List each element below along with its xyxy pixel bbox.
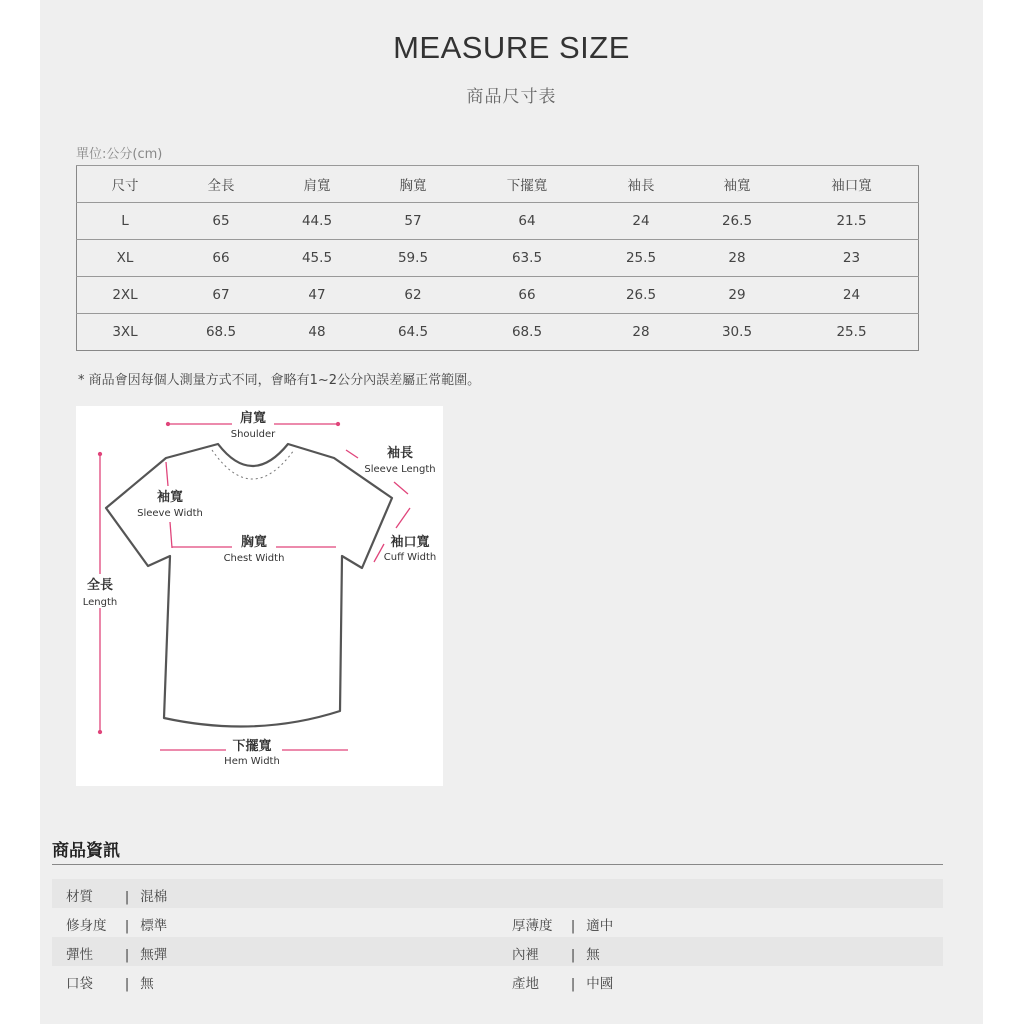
info-label: 厚薄度	[512, 918, 553, 934]
table-cell: 26.5	[689, 203, 785, 240]
table-cell: 28	[593, 314, 689, 351]
sleeve-width-arrow-top	[166, 462, 168, 486]
info-separator: |	[570, 976, 576, 992]
table-cell: 24	[785, 277, 919, 314]
column-header: 袖口寬	[785, 166, 919, 203]
table-cell: 25.5	[593, 240, 689, 277]
info-value: 無彈	[140, 947, 168, 963]
info-label: 材質	[66, 889, 93, 905]
info-label: 修身度	[66, 918, 107, 934]
info-value: 無	[140, 976, 154, 992]
table-cell: 62	[365, 277, 461, 314]
info-value: 適中	[586, 918, 614, 934]
info-item	[66, 914, 167, 934]
table-row	[77, 314, 919, 351]
size-table	[76, 165, 919, 351]
cuff-arrow-bottom	[374, 544, 384, 562]
table-cell: 44.5	[269, 203, 365, 240]
info-separator: |	[124, 976, 130, 992]
length-arrow-end	[99, 453, 102, 456]
info-label: 口袋	[66, 976, 93, 992]
table-header-row	[77, 166, 919, 203]
chest-width-label-en: Chest Width	[223, 553, 285, 564]
info-row	[52, 879, 943, 908]
cuff-width-label-en: Cuff Width	[383, 552, 437, 563]
column-header: 肩寬	[269, 166, 365, 203]
column-header: 下擺寬	[461, 166, 593, 203]
table-cell: 26.5	[593, 277, 689, 314]
table-cell: 2XL	[77, 277, 174, 314]
info-label: 彈性	[66, 947, 93, 963]
hem-width-label-zh: 下擺寬	[232, 739, 272, 754]
sleeve-length-arrow-top	[346, 450, 358, 458]
cuff-arrow-top	[396, 508, 410, 528]
info-item	[512, 972, 613, 992]
size-chart-panel	[40, 0, 983, 1024]
info-item	[66, 885, 167, 905]
table-cell: L	[77, 203, 174, 240]
table-cell: 21.5	[785, 203, 919, 240]
product-info-list	[52, 879, 943, 995]
column-header: 胸寬	[365, 166, 461, 203]
info-item	[512, 943, 600, 963]
sleeve-width-label-en: Sleeve Width	[137, 508, 203, 519]
info-row	[52, 937, 943, 966]
table-row	[77, 277, 919, 314]
table-cell: 66	[173, 240, 269, 277]
sleeve-length-arrow-bottom	[394, 482, 408, 494]
table-cell: 59.5	[365, 240, 461, 277]
info-value: 無	[586, 947, 600, 963]
info-label: 內裡	[512, 947, 539, 963]
product-info-divider	[52, 864, 943, 865]
tshirt-diagram-svg	[76, 406, 443, 786]
info-label: 產地	[512, 976, 539, 992]
measurement-note: * 商品會因每個人測量方式不同，會略有1~2公分內誤差屬正常範圍。	[78, 373, 481, 388]
cuff-width-label-zh: 袖口寬	[390, 535, 430, 550]
column-header: 袖寬	[689, 166, 785, 203]
table-cell: 28	[689, 240, 785, 277]
table-cell: 30.5	[689, 314, 785, 351]
table-cell: 23	[785, 240, 919, 277]
table-row	[77, 240, 919, 277]
chest-width-label-zh: 胸寬	[240, 535, 268, 550]
table-cell: 67	[173, 277, 269, 314]
sleeve-length-label-en: Sleeve Length	[364, 464, 436, 475]
table-cell: 68.5	[461, 314, 593, 351]
table-cell: 29	[689, 277, 785, 314]
column-header: 袖長	[593, 166, 689, 203]
info-value: 中國	[586, 976, 614, 992]
info-row	[52, 908, 943, 937]
info-row	[52, 966, 943, 995]
info-separator: |	[124, 918, 130, 934]
table-cell: 25.5	[785, 314, 919, 351]
page-title: MEASURE SIZE	[393, 30, 630, 65]
info-separator: |	[570, 918, 576, 934]
length-label-zh: 全長	[86, 578, 114, 593]
info-separator: |	[124, 889, 130, 905]
table-cell: 66	[461, 277, 593, 314]
shoulder-label-zh: 肩寬	[239, 411, 267, 426]
length-arrow-end	[99, 731, 102, 734]
table-cell: 63.5	[461, 240, 593, 277]
table-cell: 64	[461, 203, 593, 240]
table-cell: 45.5	[269, 240, 365, 277]
sleeve-length-label-zh: 袖長	[386, 446, 414, 461]
hem-width-label-en: Hem Width	[224, 756, 280, 767]
page-subtitle: 商品尺寸表	[466, 87, 557, 107]
info-item	[66, 943, 167, 963]
column-header: 尺寸	[77, 166, 174, 203]
table-cell: 3XL	[77, 314, 174, 351]
info-separator: |	[124, 947, 130, 963]
length-label-en: Length	[82, 597, 118, 608]
sleeve-width-arrow-bottom	[170, 522, 172, 548]
shoulder-label-en: Shoulder	[230, 429, 276, 440]
table-cell: XL	[77, 240, 174, 277]
table-cell: 47	[269, 277, 365, 314]
info-value: 標準	[140, 918, 168, 934]
info-value: 混棉	[140, 889, 168, 905]
shoulder-arrow-end	[167, 423, 170, 426]
unit-label: 單位:公分(cm)	[76, 147, 163, 162]
product-info-title: 商品資訊	[52, 841, 120, 861]
sleeve-width-label-zh: 袖寬	[156, 490, 184, 505]
tshirt-outline	[106, 444, 392, 727]
shoulder-arrow-end	[337, 423, 340, 426]
table-cell: 48	[269, 314, 365, 351]
table-row	[77, 203, 919, 240]
info-separator: |	[570, 947, 576, 963]
table-cell: 64.5	[365, 314, 461, 351]
column-header: 全長	[173, 166, 269, 203]
collar-inner-line	[212, 450, 294, 479]
table-cell: 24	[593, 203, 689, 240]
table-cell: 57	[365, 203, 461, 240]
table-cell: 68.5	[173, 314, 269, 351]
table-cell: 65	[173, 203, 269, 240]
info-item	[66, 972, 154, 992]
tshirt-measure-diagram	[76, 406, 443, 786]
info-item	[512, 914, 613, 934]
